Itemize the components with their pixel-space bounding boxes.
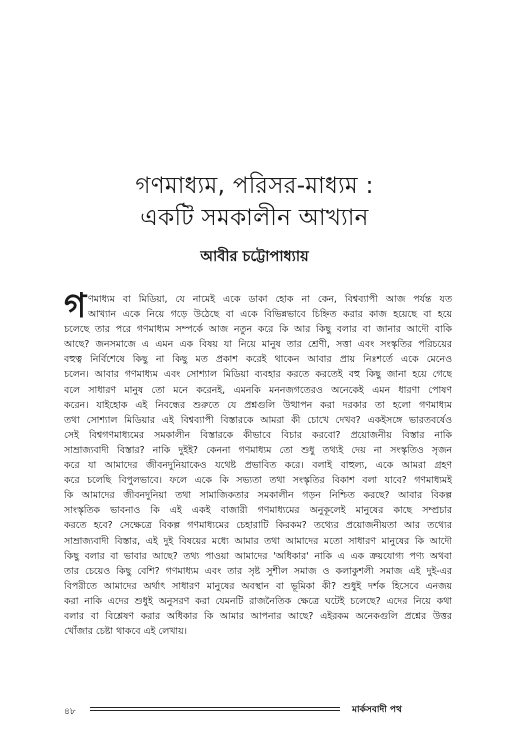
body-line: করে যা আমাদের জীবনদুনিয়াকেও যথেষ্ট প্রভাবিত করে। বলাই বাহুল্য, একে আমরা গ্রহণ xyxy=(64,460,452,472)
body-line: কিছু বলার বা ভাবার আছে? তথ্য পাওয়া আমাদের 'অধিকার' নাকি এ এক ক্রয়যোগ্য পণ্য অথবা xyxy=(64,550,452,562)
body-line: আছে? জনসমাজে এ এমন এক বিষয় যা নিয়ে মানুষ তার শ্রেণী, সত্তা এবং সংস্কৃতির পরিচয়ের xyxy=(64,339,452,351)
body-line: করা নাকি এদের শুধুই অনুসরণ করা যেমনটি রাজনৈতিক ক্ষেত্রে ঘটেই চলেছে? এদের নিয়ে কথা xyxy=(64,595,452,607)
drop-cap: গ xyxy=(64,286,87,326)
article-body xyxy=(64,292,452,639)
body-line: খোঁজার চেষ্টা থাকবে এই লেখায়। xyxy=(64,626,187,638)
body-line: সাম্রাজ্যবাদী বিস্তার? নাকি দুইই? কেননা গণমাধ্যম তো শুধু তথ্যই দেয় না সংস্কৃতিও সৃজন xyxy=(64,444,452,456)
journal-name: মার্কসবাদী পথ xyxy=(352,705,402,715)
body-line: বলার বা বিশ্লেষণ করার অধিকার কি আমার আপনার আছে? এইরকম অনেকগুলি প্রশ্নের উত্তর xyxy=(64,610,452,622)
body-line: বিপরীতে আমাদের অর্থাৎ সাধারণ মানুষের অবস্থান বা ভূমিকা কী? শুধুই দর্শক হিসেবে এনজয় xyxy=(64,580,452,592)
article-title-line-2: একটি সমকালীন আখ্যান xyxy=(140,205,369,231)
body-line: করতে হবে? সেক্ষেত্রে বিকল্প গণমাধ্যমের চেহারাটি কিরকম? তথ্যের প্রয়োজনীয়তা আর তথ্যের xyxy=(64,520,452,532)
body-line: আখ্যান একে নিয়ে গড়ে উঠেছে বা একে বিভিন্নভাবে চিহ্নিত করার কাজ হয়েছে বা হয়ে xyxy=(88,309,452,321)
body-line: ণমাধ্যম বা মিডিয়া, যে নামেই একে ডাকা হোক না কেন, বিশ্বব্যাপী আজ পর্যন্ত যত xyxy=(88,294,452,305)
body-line: করেন। যাইহোক এই নিবন্ধের শুরুতে যে প্রশ্নগুলি উত্থাপন করা দরকার তা হলো গণমাধ্যম xyxy=(64,399,452,411)
article-title-line-1: গণমাধ্যম, পরিসর-মাধ্যম : xyxy=(135,173,374,199)
body-line: বহুত্ব নির্বিশেষে কিছু না কিছু মত প্রকাশ করেই থাকেন আবার প্রায় নিঃশর্তে একে মেনেও xyxy=(64,354,452,366)
body-line: তথা সোশ্যাল মিডিয়ার এই বিশ্বব্যাপী বিস্তারকে আমরা কী চোখে দেখব? একইসঙ্গে ভারতবর্ষেও xyxy=(64,414,452,426)
body-line: চলেন। আবার গণমাধ্যম এবং সোশ্যাল মিডিয়া ব্যবহার করতে করতেই বহু কিছু জানা হয়ে গেছে xyxy=(64,369,452,381)
body-line: বলে সাধারণ মানুষ তো মনে করেনই, এমনকি মননজগতেরও অনেকেই এমন ধারণা পোষণ xyxy=(64,384,452,396)
body-line: করে চলেছি বিপুলভাবে। ফলে একে কি সভ্যতা তথা সংস্কৃতির বিকাশ বলা যাবে? গণমাধ্যমই xyxy=(64,475,452,487)
page-number: ৪৮ xyxy=(64,707,76,717)
footer-divider xyxy=(90,707,340,711)
body-line: কি আমাদের জীবনদুনিয়া তথা সামাজিকতার সমকালীন গড়ন নিশ্চিত করছে? আবার বিকল্প xyxy=(64,490,452,502)
author-name: আবীর চট্টোপাধ্যায় xyxy=(200,249,309,265)
body-line: তার চেয়েও কিছু বেশি? গণমাধ্যম এবং তার সৃষ্ট সুশীল সমাজ ও কলাকুশলী সমাজ এই দুই-এর xyxy=(64,565,452,577)
body-line: সেই বিশ্বগণমাধ্যমের সমকালীন বিস্তারকে কীভাবে বিচার করবো? প্রয়োজনীয় বিস্তার নাকি xyxy=(64,429,452,441)
body-line: সাংস্কৃতিক ভাবনাও কি এই একই বাজারী গণমাধ্যমের অনুকূলেই মানুষের কাছে সম্প্রচার xyxy=(64,505,452,517)
body-line: সাম্রাজ্যবাদী বিস্তার, এই দুই বিষয়ের মধ্যে আমার তথা আমাদের মতো সাধারণ মানুষের কি আদৌ xyxy=(64,535,452,547)
body-line: চলেছে তার পরে গণমাধ্যম সম্পর্কে আজ নতুন করে কি আর কিছু বলার বা জানার আদৌ বাকি xyxy=(64,324,452,336)
